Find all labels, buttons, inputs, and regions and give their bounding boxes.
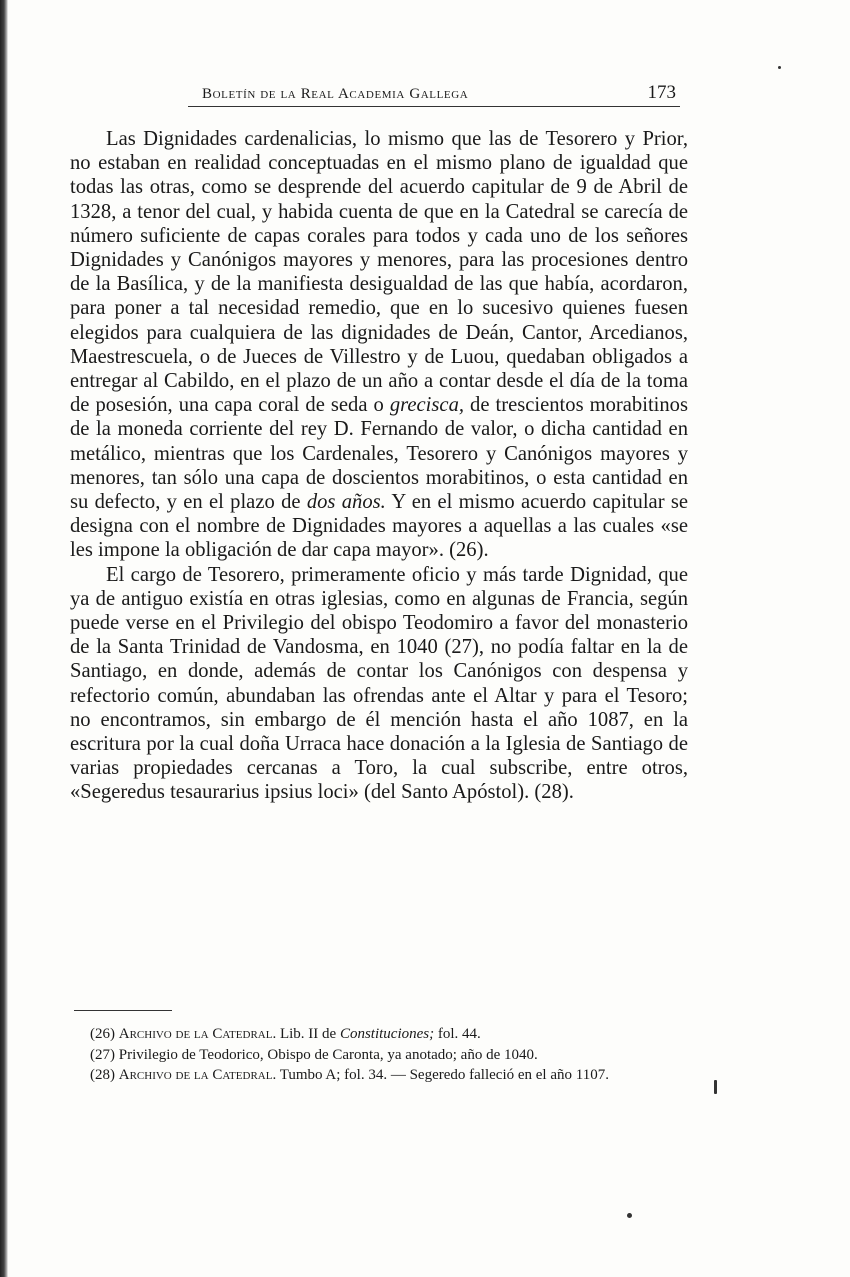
footnote-text: Tumbo A; fol. 34. — Segeredo falleció en el año 1107.: [279, 1067, 609, 1083]
footnote-26: [74, 1024, 694, 1045]
scan-speck: [627, 1213, 632, 1218]
page-number: 173: [647, 82, 676, 103]
running-header: [188, 78, 680, 107]
scan-speck: [714, 1080, 717, 1094]
footnote-28: [74, 1065, 694, 1086]
paragraph-text: Las Dignidades cardenalicias, lo mismo que las de Tesorero y Prior, no estaban en realidad conceptuadas en el mismo plano de igualdad que todas las otras, como se desprende del acuerdo capitular de 9 de Abril de 1328, a tenor del cual, y habida cuenta de que en la Catedral se carecía de número suficiente de capas corales para todos y cada uno de los señores Dignidades y Canónigos mayores y menores, para las procesiones dentro de la Basílica, y de la manifiesta desigualdad de las que había, acordaron, para poner a tal necesidad remedio, que en lo sucesivo quienes fuesen elegidos para cualquiera de las dignidades de Deán, Cantor, Arcedianos, Maestrescuela, o de Jueces de Villestro y de Luou, quedaban obligados a entregar al Cabildo, en el plazo de un año a contar desde el día de la toma de posesión, una capa coral de seda o: [70, 128, 688, 417]
paragraph-text: Y en el mismo acuerdo capitular se designa con el nombre de Dignidades mayores a aquellas a las cuales «se les impone la obligación de dar capa mayor». (26).: [70, 491, 689, 562]
footnote-separator: [74, 1010, 172, 1011]
italic-term: grecisca,: [389, 394, 465, 417]
scan-speck: [778, 66, 781, 69]
footnote-number: (27): [90, 1046, 115, 1063]
footnote-source: Archivo de la Catedral.: [118, 1026, 277, 1042]
footnote-source: Archivo de la Catedral.: [118, 1067, 277, 1083]
footnote-italic: Constituciones;: [339, 1026, 435, 1042]
journal-title: Boletín de la Real Academia Gallega: [202, 86, 469, 102]
paragraph-text: de trescientos morabitinos de la moneda corriente del rey D. Fernando de valor, o dicha cantidad en metálico, mientras que los Cardenales, Tesorero y Canónigos mayores y menores, tan sólo una capa de doscientos morabitinos, o esta cantidad en su defecto, y en el plazo de: [70, 394, 688, 514]
footnote-number: (28): [90, 1067, 115, 1083]
footnote-text: fol. 44.: [437, 1026, 481, 1042]
footnote-number: (26): [90, 1026, 115, 1042]
paragraph: [70, 127, 688, 563]
footnote-27: [74, 1045, 694, 1066]
footnotes: [74, 1024, 694, 1086]
main-text: [70, 127, 688, 805]
italic-term: dos años.: [306, 491, 386, 514]
paragraph: El cargo de Tesorero, primeramente oficio y más tarde Dignidad, que ya de antiguo existía en otras iglesias, como en algunas de Francia, según puede verse en el Privilegio del obispo Teodomiro a favor del monasterio de la Santa Trinidad de Vandosma, en 1040 (27), no podía faltar en la de Santiago, en donde, además de contar los Canónigos con despensa y refectorio común, abundaban las ofrendas ante el Altar y para el Tesoro; no encontramos, sin embargo de él mención hasta el año 1087, en la escritura por la cual doña Urraca hace donación a la Iglesia de Santiago de varias propiedades cercanas a Toro, la cual subscribe, entre otros, «Segeredus tesaurarius ipsius loci» (del Santo Apóstol). (28).: [70, 563, 688, 804]
footnote-text: Privilegio de Teodorico, Obispo de Caronta, ya anotado; año de 1040.: [118, 1046, 538, 1063]
page-binding-edge: [0, 0, 8, 1277]
footnote-text: Lib. II de: [279, 1026, 337, 1042]
